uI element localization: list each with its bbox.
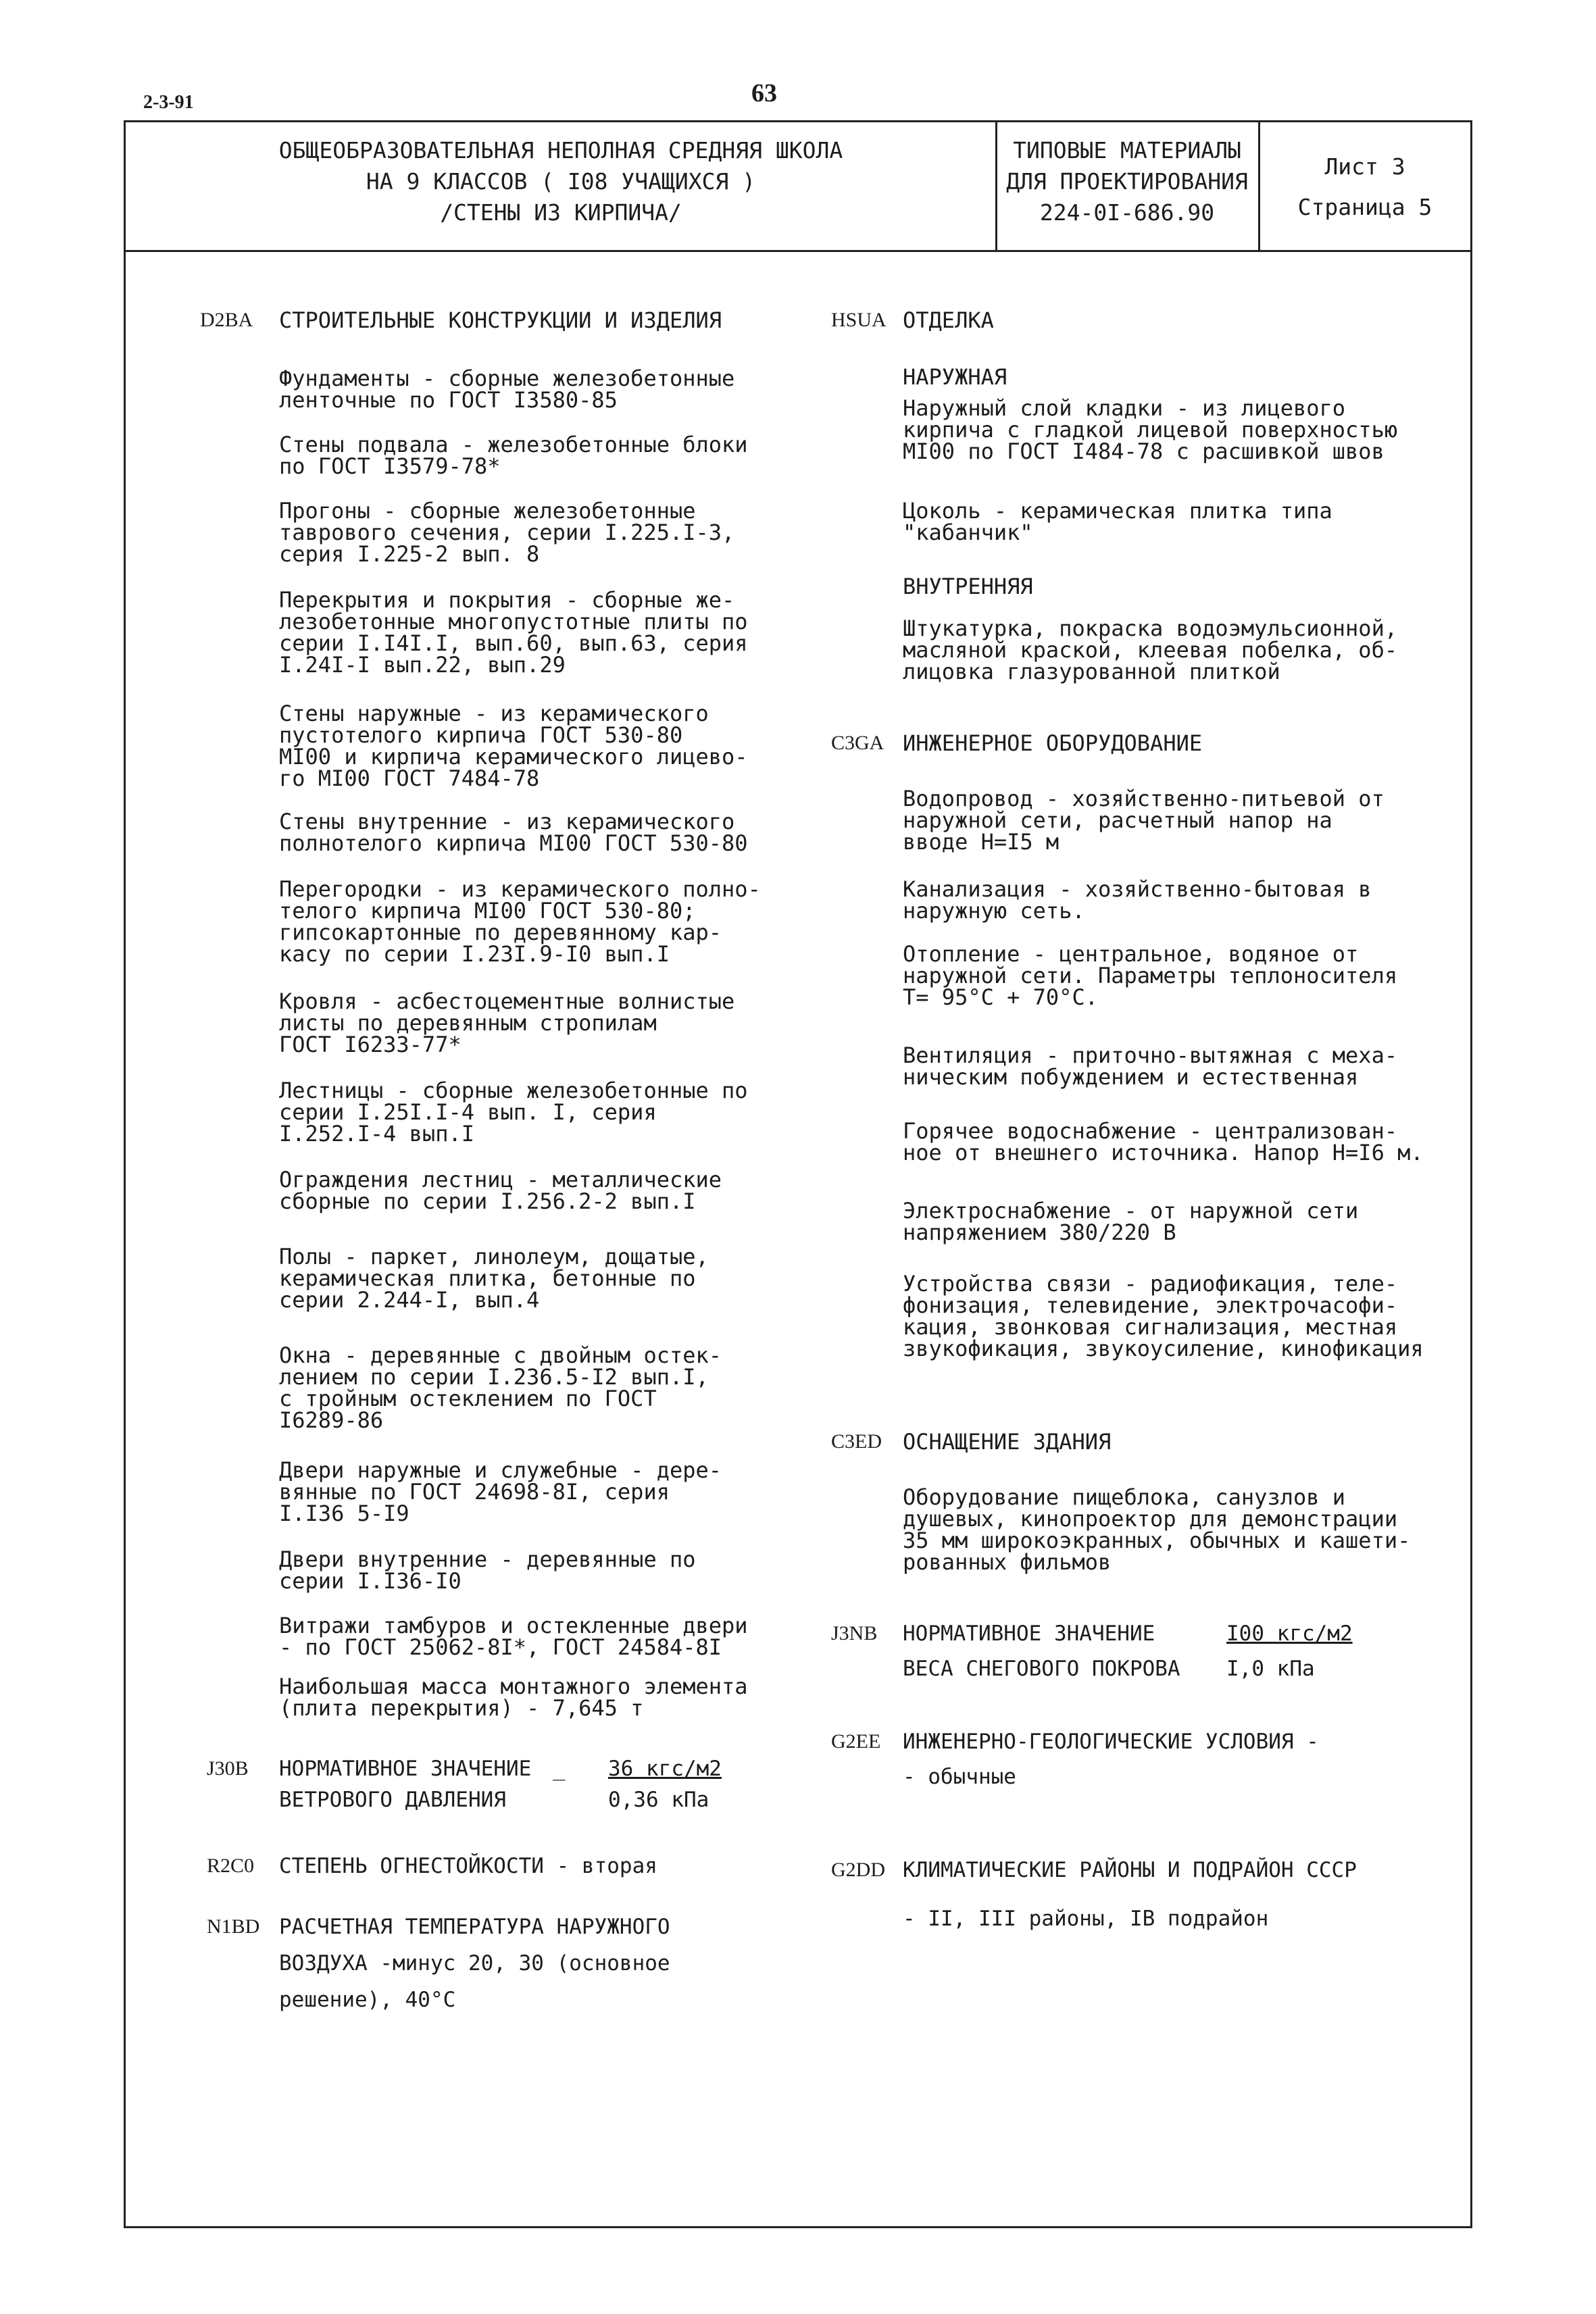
geology-line-2: - обычные xyxy=(903,1765,1016,1789)
finish-outer-title: НАРУЖНАЯ xyxy=(903,364,1007,390)
header-sheet-cell xyxy=(1264,151,1466,223)
snow-label-1: НОРМАТИВНОЕ ЗНАЧЕНИЕ xyxy=(903,1621,1155,1646)
climate-code: G2DD xyxy=(831,1859,885,1881)
header-series xyxy=(999,135,1255,228)
equipment-code: C3ED xyxy=(831,1430,882,1453)
header-title-line: /СТЕНЫ ИЗ КИРПИЧА/ xyxy=(440,199,682,226)
list-item: Стены подвала - железобетонные блоки по ГОСТ I3579-78* xyxy=(279,432,748,479)
header-divider xyxy=(124,250,1472,252)
list-item: Перекрытия и покрытия - сборные же- лезобетонные многопустотные плиты по серии I.I4I.I, вып.60, вып.63, серия I.24I-I вып.22, вып.29 xyxy=(279,587,748,678)
temp-code: N1BD xyxy=(207,1915,260,1938)
list-item: Лестницы - сборные железобетонные по серии I.25I.I-4 вып. I, серия I.252.I-4 вып.I xyxy=(279,1078,748,1147)
list-item: Горячее водоснабжение - централизован- ное от внешнего источника. Напор Н=I6 м. xyxy=(903,1118,1424,1165)
list-item: Фундаменты - сборные железобетонные ленточные по ГОСТ I3580-85 xyxy=(279,366,735,413)
list-item: Ограждения лестниц - металлические сборные по серии I.256.2-2 вып.I xyxy=(279,1167,722,1214)
geology-code: G2EE xyxy=(831,1730,881,1753)
snow-code: J3NB xyxy=(831,1622,878,1644)
list-item: Водопровод - хозяйственно-питьевой от наружной сети, расчетный напор на вводе Н=I5 м xyxy=(903,786,1385,855)
climate-line-2: - II, III районы, IВ подрайон xyxy=(903,1907,1269,1931)
list-item: Прогоны - сборные железобетонные таврового сечения, серии I.225.I-3, серия I.225-2 вып. 8 xyxy=(279,498,735,567)
engineering-code: C3GA xyxy=(831,732,884,754)
header-series-line: ТИПОВЫЕ МАТЕРИАЛЫ xyxy=(1013,137,1241,164)
list-item: Полы - паркет, линолеум, дощатые, керамическая плитка, бетонные по серии 2.244-I, вып.4 xyxy=(279,1244,709,1313)
header-divider-2 xyxy=(1258,120,1260,250)
climate-line-1: КЛИМАТИЧЕСКИЕ РАЙОНЫ И ПОДРАЙОН СССР xyxy=(903,1858,1357,1882)
wind-label-2: ВЕТРОВОГО ДАВЛЕНИЯ xyxy=(279,1788,506,1812)
list-item: Устройства связи - радиофикация, теле- фонизация, телевидение, электрочасофи- кация, звонковая сигнализация, местная звукофикация, звукоусиление, кинофикация xyxy=(903,1271,1424,1361)
temp-line: решение), 40°С xyxy=(279,1988,456,2012)
wind-code: J30B xyxy=(207,1757,249,1780)
snow-value-1: I00 кгс/м2 xyxy=(1226,1621,1353,1646)
list-item: Штукатурка, покраска водоэмульсионной, масляной краской, клеевая побелка, об- лицовка глазурованной плиткой xyxy=(903,615,1398,684)
engineering-title: ИНЖЕНЕРНОЕ ОБОРУДОВАНИЕ xyxy=(903,730,1203,756)
fire-text: СТЕПЕНЬ ОГНЕСТОЙКОСТИ - вторая xyxy=(279,1854,657,1878)
list-item: Стены внутренние - из керамического полнотелого кирпича МI00 ГОСТ 530-80 xyxy=(279,809,748,856)
list-item: Кровля - асбестоцементные волнистые листы по деревянным стропилам ГОСТ I6233-77* xyxy=(279,988,735,1057)
list-item: Наружный слой кладки - из лицевого кирпича с гладкой лицевой поверхностью МI00 по ГОСТ I484-78 с расшивкой швов xyxy=(903,395,1398,464)
header-title-line: ОБЩЕОБРАЗОВАТЕЛЬНАЯ НЕПОЛНАЯ СРЕДНЯЯ ШКОЛА xyxy=(278,137,843,164)
page-number: 63 xyxy=(751,79,777,107)
list-item: Отопление - центральное, водяное от наружной сети. Параметры теплоносителя Т= 95°С + 70°С. xyxy=(903,941,1398,1010)
geology-line-1: ИНЖЕНЕРНО-ГЕОЛОГИЧЕСКИЕ УСЛОВИЯ - xyxy=(903,1730,1319,1754)
snow-value-2: I,0 кПа xyxy=(1226,1657,1315,1681)
list-item: Вентиляция - приточно-вытяжная с меха- ническим побуждением и естественная xyxy=(903,1042,1398,1090)
wind-label-1: НОРМАТИВНОЕ ЗНАЧЕНИЕ xyxy=(279,1757,532,1781)
list-item: Стены наружные - из керамического пустотелого кирпича ГОСТ 530-80 МI00 и кирпича керамического лицево- го МI00 ГОСТ 7484-78 xyxy=(279,701,748,791)
list-item: Витражи тамбуров и остекленные двери - по ГОСТ 25062-8I*, ГОСТ 24584-8I xyxy=(279,1613,748,1660)
header-title xyxy=(128,135,993,228)
list-item: Цоколь - керамическая плитка типа "кабанчик" xyxy=(903,498,1332,545)
equipment-title: ОСНАЩЕНИЕ ЗДАНИЯ xyxy=(903,1429,1112,1455)
list-item: Канализация - хозяйственно-бытовая в наружную сеть. xyxy=(903,876,1372,924)
document-code: 2-3-91 xyxy=(143,92,194,113)
header-title-line: НА 9 КЛАССОВ ( I08 УЧАЩИХСЯ ) xyxy=(366,168,756,195)
list-item: Двери наружные и служебные - дере- вянные по ГОСТ 24698-8I, серия I.I36 5-I9 xyxy=(279,1457,722,1526)
fire-code: R2C0 xyxy=(207,1855,255,1877)
section-code: D2BA xyxy=(200,309,253,331)
temp-line: ВОЗДУХА -минус 20, 30 (основное xyxy=(279,1951,670,1976)
sheet-number: Лист 3 xyxy=(1324,153,1405,180)
list-item: Перегородки - из керамического полно- телого кирпича МI00 ГОСТ 530-80; гипсокартонные по деревянному кар- касу по серии I.23I.9-I0 вып.I xyxy=(279,876,761,967)
header-divider-1 xyxy=(995,120,997,250)
finish-title: ОТДЕЛКА xyxy=(903,307,994,333)
finish-code: HSUA xyxy=(831,309,887,331)
finish-inner-title: ВНУТРЕННЯЯ xyxy=(903,574,1033,599)
page-label: Страница 5 xyxy=(1297,194,1432,220)
temp-line: РАСЧЕТНАЯ ТЕМПЕРАТУРА НАРУЖНОГО xyxy=(279,1915,670,1939)
list-item: Окна - деревянные с двойным остек- лением по серии I.236.5-I2 вып.I, с тройным остеклением по ГОСТ I6289-86 xyxy=(279,1342,722,1433)
list-item: Двери внутренние - деревянные по серии I.I36-I0 xyxy=(279,1546,696,1594)
wind-dash: _ xyxy=(553,1757,566,1781)
list-item: Наибольшая масса монтажного элемента (плита перекрытия) - 7,645 т xyxy=(279,1674,748,1721)
section-title: СТРОИТЕЛЬНЫЕ КОНСТРУКЦИИ И ИЗДЕЛИЯ xyxy=(279,307,722,333)
snow-label-2: ВЕСА СНЕГОВОГО ПОКРОВА xyxy=(903,1657,1180,1681)
header-series-line: 224-0I-686.90 xyxy=(1039,199,1215,226)
wind-value-1: 36 кгс/м2 xyxy=(608,1757,722,1781)
list-item: Оборудование пищеблока, санузлов и душевых, кинопроектор для демонстрации 35 мм широкоэкранных, обычных и кашети- рованных фильмов xyxy=(903,1484,1411,1575)
list-item: Электроснабжение - от наружной сети напряжением 380/220 В xyxy=(903,1198,1359,1245)
wind-value-2: 0,36 кПа xyxy=(608,1788,709,1812)
header-series-line: ДЛЯ ПРОЕКТИРОВАНИЯ xyxy=(1006,168,1248,195)
